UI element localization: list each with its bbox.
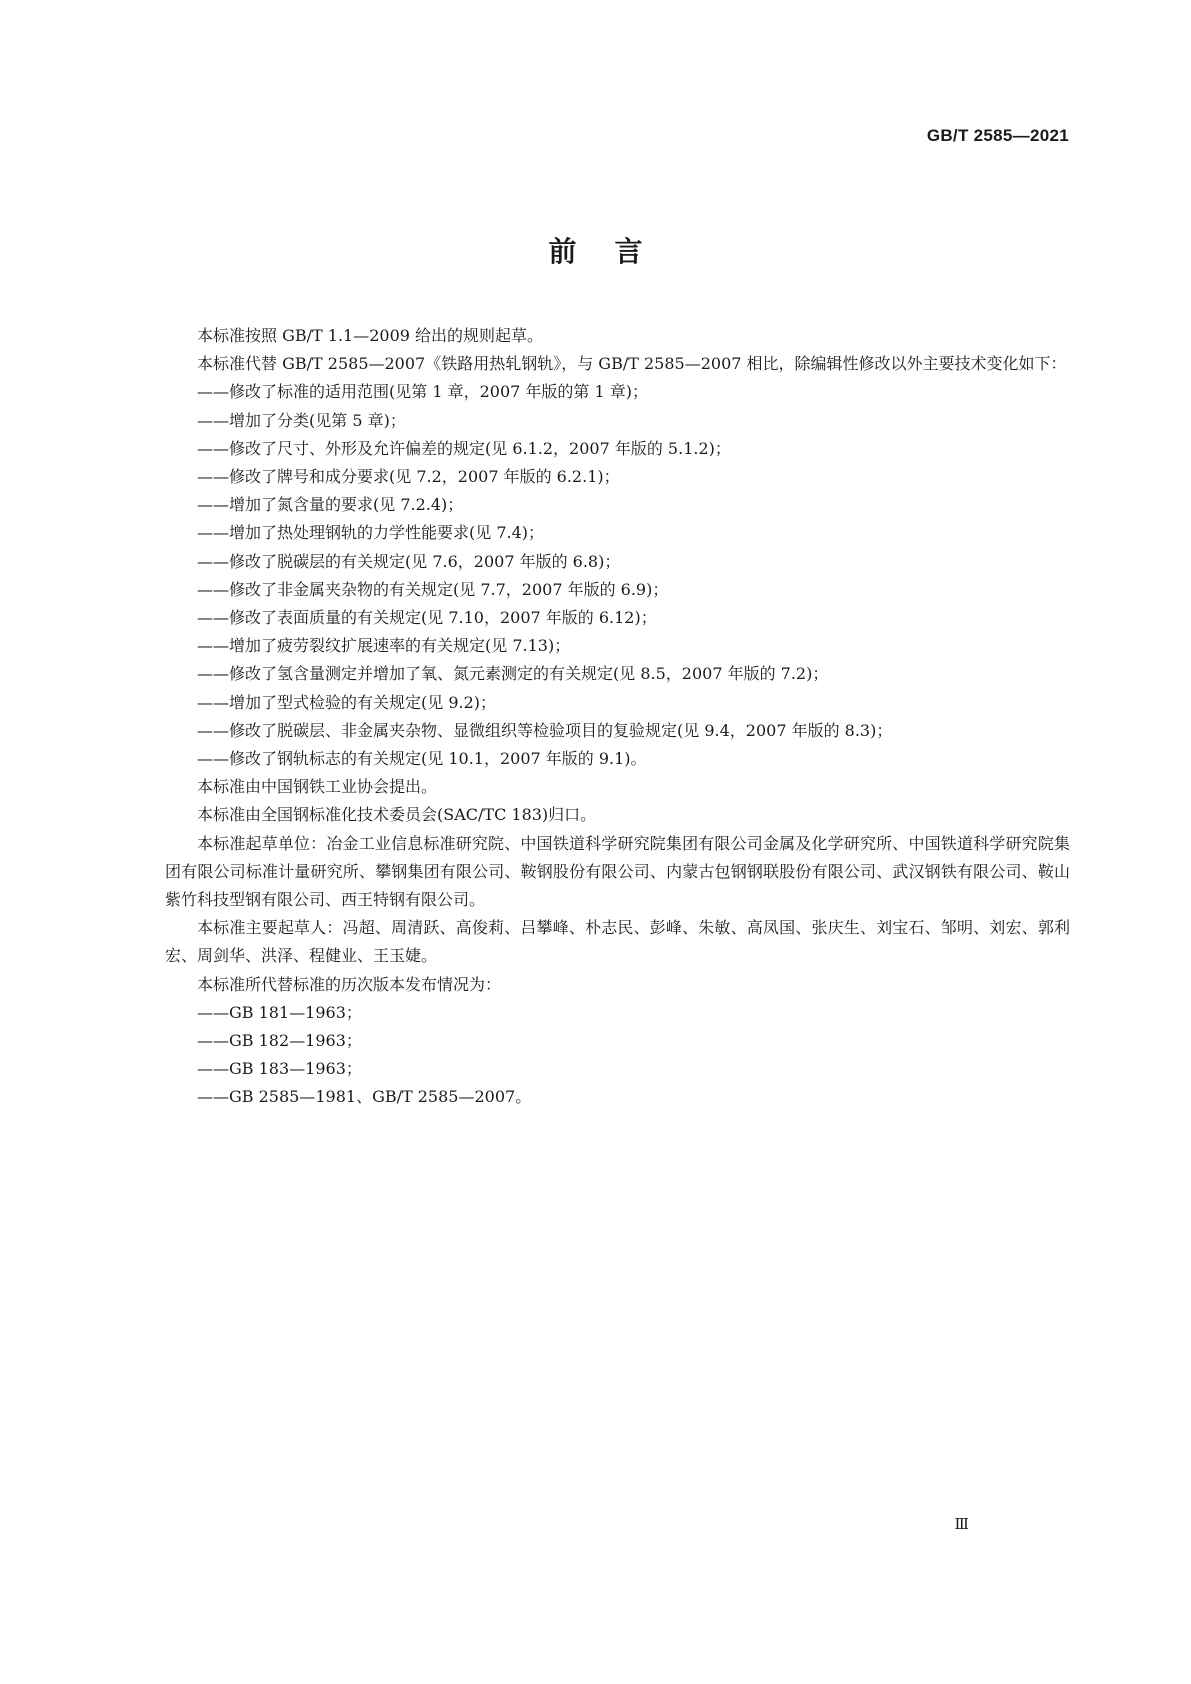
list-item: ——GB 181—1963；	[197, 1002, 362, 1022]
paragraph-replacement: 本标准代替 GB/T 2585—2007《铁路用热轧钢轨》，与 GB/T 2585—2007 相比，除编辑性修改以外主要技术变化如下：	[197, 354, 1067, 374]
list-item: ——增加了分类(见第 5 章)；	[197, 410, 406, 430]
paragraph-committee: 本标准由全国钢标准化技术委员会(SAC/TC 183)归口。	[197, 805, 597, 825]
paragraph-drafting-rules: 本标准按照 GB/T 1.1—2009 给出的规则起草。	[197, 326, 544, 345]
list-item: ——GB 183—1963；	[197, 1059, 362, 1079]
page-number: Ⅲ	[954, 1517, 969, 1533]
list-item: ——GB 2585—1981、GB/T 2585—2007。	[197, 1087, 532, 1107]
list-item: ——修改了尺寸、外形及允许偏差的规定(见 6.1.2，2007 年版的 5.1.2)；	[197, 438, 731, 458]
foreword-body	[165, 322, 1070, 1112]
paragraph-history-intro: 本标准所代替标准的历次版本发布情况为：	[197, 974, 502, 994]
list-item: ——修改了非金属夹杂物的有关规定(见 7.7，2007 年版的 6.9)；	[197, 579, 669, 599]
list-item: ——GB 182—1963；	[197, 1031, 362, 1051]
list-item: ——增加了热处理钢轨的力学性能要求(见 7.4)；	[197, 523, 545, 543]
history-list	[165, 999, 1070, 1112]
list-item: ——增加了疲劳裂纹扩展速率的有关规定(见 7.13)；	[197, 636, 571, 656]
list-item: ——修改了表面质量的有关规定(见 7.10，2007 年版的 6.12)；	[197, 608, 657, 628]
paragraph-drafters: 本标准主要起草人：冯超、周清跃、高俊莉、吕攀峰、朴志民、彭峰、朱敏、高凤国、张庆生、刘宝石、邹明、刘宏、郭利宏、周剑华、洪泽、程健业、王玉婕。	[165, 918, 1070, 966]
paragraph-drafting-units: 本标准起草单位：冶金工业信息标准研究院、中国铁道科学研究院集团有限公司金属及化学研究所、中国铁道科学研究院集团有限公司标准计量研究所、攀钢集团有限公司、鞍钢股份有限公司、内蒙古包钢钢联股份有限公司、武汉钢铁有限公司、鞍山紫竹科技型钢有限公司、西王特钢有限公司。	[165, 833, 1070, 910]
list-item: ——修改了牌号和成分要求(见 7.2，2007 年版的 6.2.1)；	[197, 467, 620, 487]
list-item: ——修改了钢轨标志的有关规定(见 10.1，2007 年版的 9.1)。	[197, 749, 647, 769]
list-item: ——修改了氢含量测定并增加了氧、氮元素测定的有关规定(见 8.5，2007 年版的 7.2)；	[197, 664, 829, 684]
standard-number: GB/T 2585—2021	[926, 126, 1069, 145]
paragraph-proposer: 本标准由中国钢铁工业协会提出。	[197, 777, 438, 797]
list-item: ——增加了氮含量的要求(见 7.2.4)；	[197, 495, 464, 515]
page-title: 前言	[548, 235, 681, 268]
list-item: ——增加了型式检验的有关规定(见 9.2)；	[197, 692, 497, 712]
changes-list	[165, 378, 1070, 773]
list-item: ——修改了脱碳层的有关规定(见 7.6，2007 年版的 6.8)；	[197, 551, 621, 571]
list-item: ——修改了标准的适用范围(见第 1 章，2007 年版的第 1 章)；	[197, 382, 648, 402]
list-item: ——修改了脱碳层、非金属夹杂物、显微组织等检验项目的复验规定(见 9.4，2007 年版的 8.3)；	[197, 720, 893, 740]
